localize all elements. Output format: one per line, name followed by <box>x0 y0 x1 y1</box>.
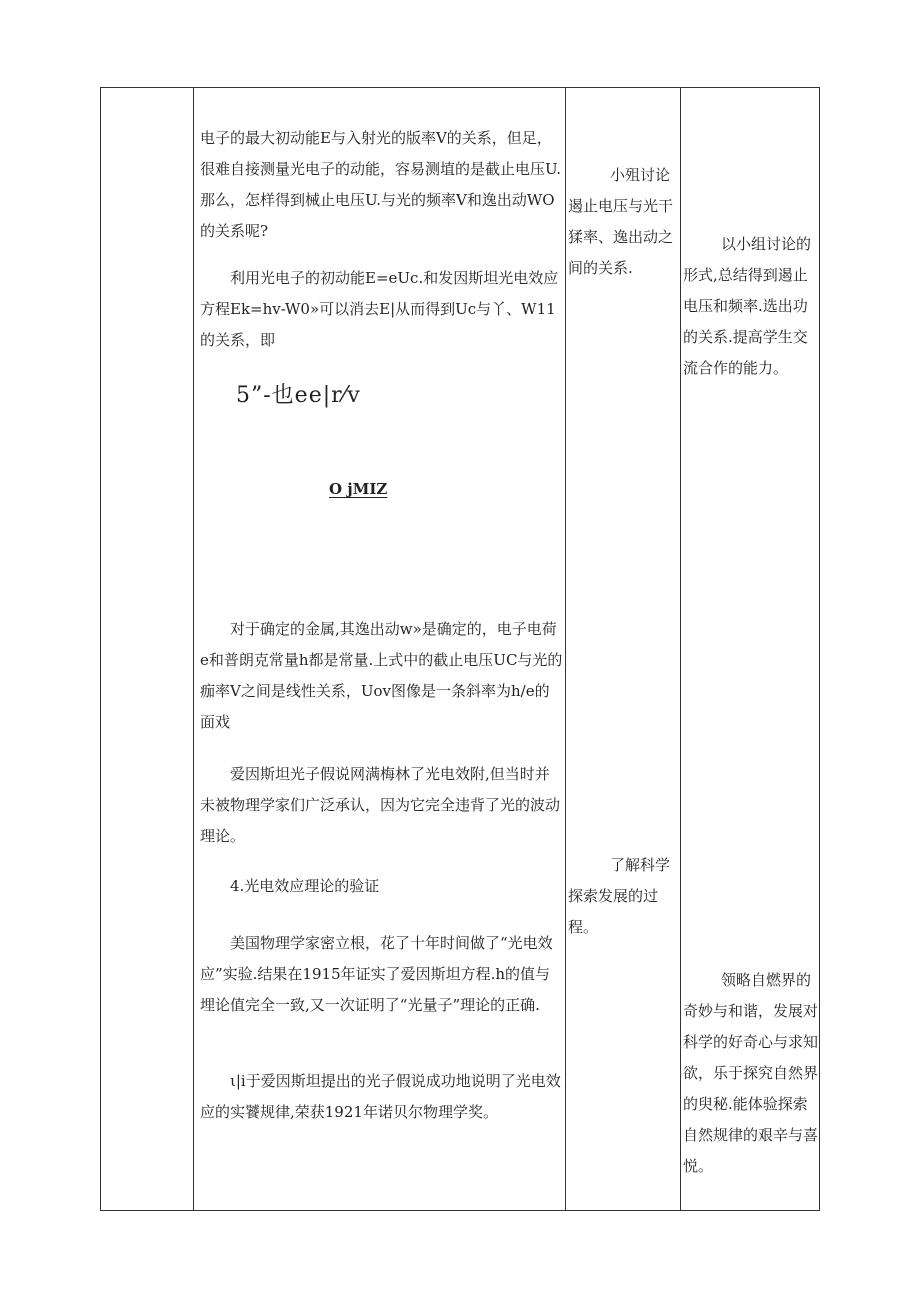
content-paragraph: 爱因斯坦光子假说网满梅林了光电效附,但当时并未被物理学家们广泛承认，因为它完全违背了光的波动理论。 <box>200 765 561 845</box>
content-paragraph: 利用光电子的初动能E=eUc.和发因斯坦光电效应方程Ek=hv-W0»可以消去E|从而得到Uc与丫、W11的关系，即 <box>200 269 559 349</box>
activity-paragraph: 了解科学探索发展的过程。 <box>568 856 671 936</box>
design-intent-cell <box>681 88 820 1210</box>
formula: O jMIZ <box>329 480 388 498</box>
student-activity-cell <box>566 88 680 1210</box>
intent-paragraph: 领略自燃界的奇妙与和谐，发展对科学的好奇心与求知欲，乐于探究自然界的臾秘.能体验探索自然规律的艰辛与喜悦。 <box>683 971 819 1175</box>
content-paragraph: 对于确定的金属,其逸出动w»是确定的，电子电荷e和普朗克常量h都是常量.上式中的截止电压UC与光的痂率V之间是线性关系，Uov图像是一条斜率为h/e的面戏 <box>200 620 563 731</box>
content-paragraph: 美国物理学家密立根，花了十年时间做了“光电效应”实验.结果在1915年证实了爱因斯坦方程.h的值与埋论值完全一致,又一次证明了“光量子”理论的正确. <box>200 934 553 1014</box>
content-paragraph: ι|i于爱因斯坦提出的光子假说成功地说明了光电效应的实饕规律,荣获1921年诺贝尔物理学奖。 <box>200 1072 561 1121</box>
lesson-table <box>100 87 820 1211</box>
teaching-content-cell <box>196 88 566 1210</box>
content-paragraph: 电子的最大初动能E与入射光的版率V的关系，但足，很难自接测量光电子的动能，容易测埴的是截止电压U.那么，怎样得到械止电压U.与光的频率V和逸出动WO的关系呢? <box>200 129 562 240</box>
stage-cell <box>101 88 193 1210</box>
column-divider <box>193 88 194 1210</box>
intent-paragraph: 以小组讨论的形式,总结得到遏止电压和频率.选出功的关系.提高学生交流合作的能力。 <box>683 235 812 377</box>
formula: 5”-也ee|r⁄v <box>236 383 361 408</box>
section-heading: 4.光电效应理论的验证 <box>230 877 380 895</box>
activity-paragraph: 小殂讨论遏止电压与光干猱率、逸出动之间的关系. <box>568 166 674 277</box>
